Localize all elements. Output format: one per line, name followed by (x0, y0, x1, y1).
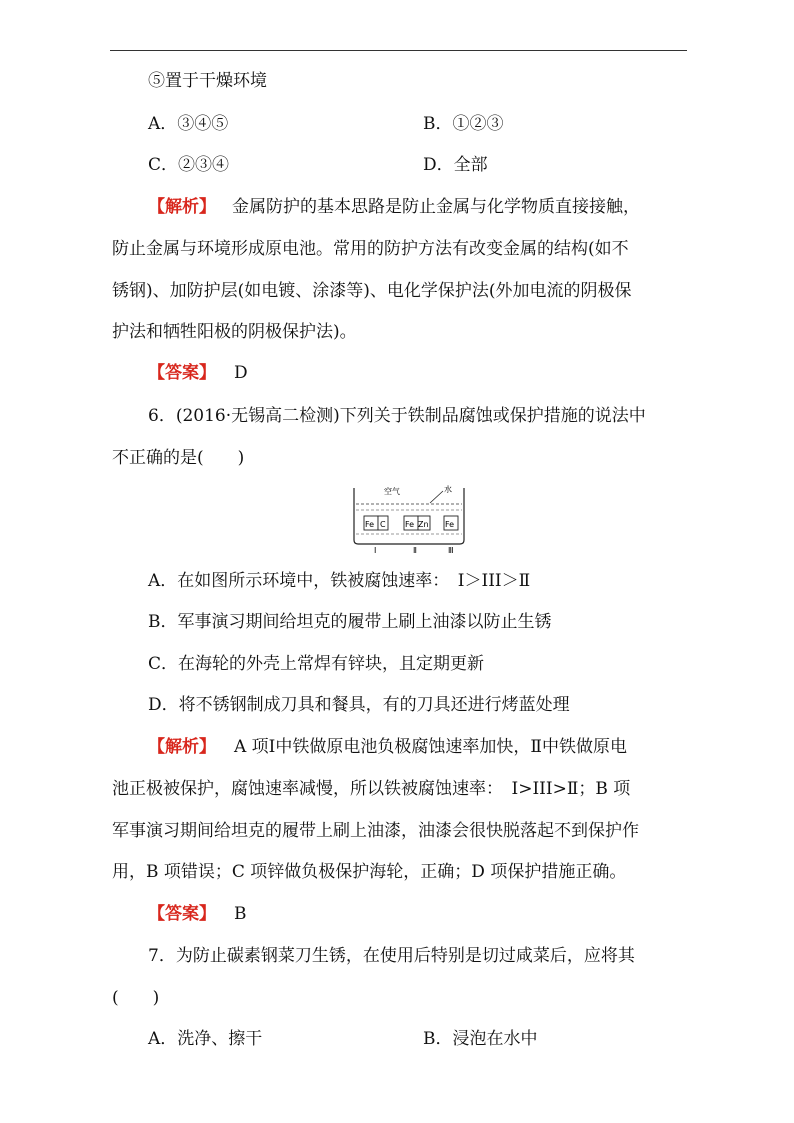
q6-analysis-line-2: 池正极被保护，腐蚀速率减慢，所以铁被腐蚀速率： Ⅰ>III>Ⅱ；B 项 (112, 779, 631, 799)
q6-stem-line-1: 6．(2016·无锡高二检测)下列关于铁制品腐蚀或保护措施的说法中 (148, 406, 646, 426)
q6-answer-value: B (234, 904, 247, 924)
q7-stem-line-2: ( ) (112, 988, 160, 1008)
electrode-fe-3-label: Fe (445, 520, 455, 529)
q5-option-b: B．①②③ (423, 114, 504, 134)
electrode-fe-2-label: Fe (405, 520, 415, 529)
q5-option-d: D．全部 (423, 155, 488, 175)
q6-corrosion-figure (352, 482, 466, 554)
q6-analysis-text-1: A 项Ⅰ中铁做原电池负极腐蚀速率加快，Ⅱ中铁做原电 (234, 737, 627, 757)
q5-analysis-line-1 (148, 196, 640, 218)
q6-analysis-line-4: 用，B 项错误；C 项锌做负极保护海轮，正确；D 项保护措施正确。 (112, 862, 627, 882)
q7-option-b: B．浸泡在水中 (423, 1029, 538, 1049)
q5-option-a: A．③④⑤ (148, 114, 229, 134)
q6-option-d: D．将不锈钢制成刀具和餐具，有的刀具还进行烤蓝处理 (148, 695, 570, 715)
q5-analysis-line-3: 锈钢)、加防护层(如电镀、涂漆等)、电化学保护法(外加电流的阴极保 (112, 281, 632, 301)
q5-answer (148, 362, 248, 384)
q5-item-5: ⑤置于干燥环境 (148, 71, 267, 91)
q6-analysis-line-1 (148, 736, 627, 758)
q6-option-b: B．军事演习期间给坦克的履带上刷上油漆以防止生锈 (148, 612, 552, 632)
label-air: 空气 (384, 487, 400, 496)
cell-label-3: Ⅲ (448, 546, 454, 554)
electrode-fe-1-label: Fe (365, 520, 375, 529)
q6-analysis-line-3: 军事演习期间给坦克的履带上刷上油漆，油漆会很快脱落起不到保护作 (112, 821, 639, 841)
q7-option-a: A．洗净、擦干 (148, 1029, 263, 1049)
q5-analysis-line-4: 护法和牺牲阳极的阴极保护法)。 (112, 322, 357, 342)
cell-label-2: Ⅱ (413, 546, 417, 554)
header-rule (110, 50, 687, 51)
q7-stem-line-1: 7．为防止碳素钢菜刀生锈，在使用后特别是切过咸菜后，应将其 (148, 946, 635, 966)
q6-option-a: A．在如图所示环境中，铁被腐蚀速率： Ⅰ＞III＞Ⅱ (148, 571, 531, 591)
q5-analysis-tag: 【解析】 (148, 197, 216, 217)
q6-figure-svg (352, 482, 466, 554)
q5-answer-tag: 【答案】 (148, 363, 216, 383)
electrode-c-label: C (380, 520, 386, 529)
q6-stem-line-2: 不正确的是( ) (112, 448, 245, 468)
q6-answer-tag: 【答案】 (148, 904, 216, 924)
q5-analysis-text-1: 金属防护的基本思路是防止金属与化学物质直接接触， (232, 197, 640, 217)
q6-answer (148, 903, 247, 925)
q5-option-c: C．②③④ (148, 155, 230, 175)
label-water: 水 (444, 485, 452, 494)
cell-label-1: Ⅰ (374, 546, 377, 554)
q5-analysis-line-2: 防止金属与环境形成原电池。常用的防护方法有改变金属的结构(如不 (112, 239, 629, 259)
electrode-zn-label: Zn (418, 520, 429, 529)
q5-answer-value: D (234, 363, 248, 383)
q6-analysis-tag: 【解析】 (148, 737, 216, 757)
q6-option-c: C．在海轮的外壳上常焊有锌块，且定期更新 (148, 654, 485, 674)
water-pointer-line (430, 491, 443, 503)
